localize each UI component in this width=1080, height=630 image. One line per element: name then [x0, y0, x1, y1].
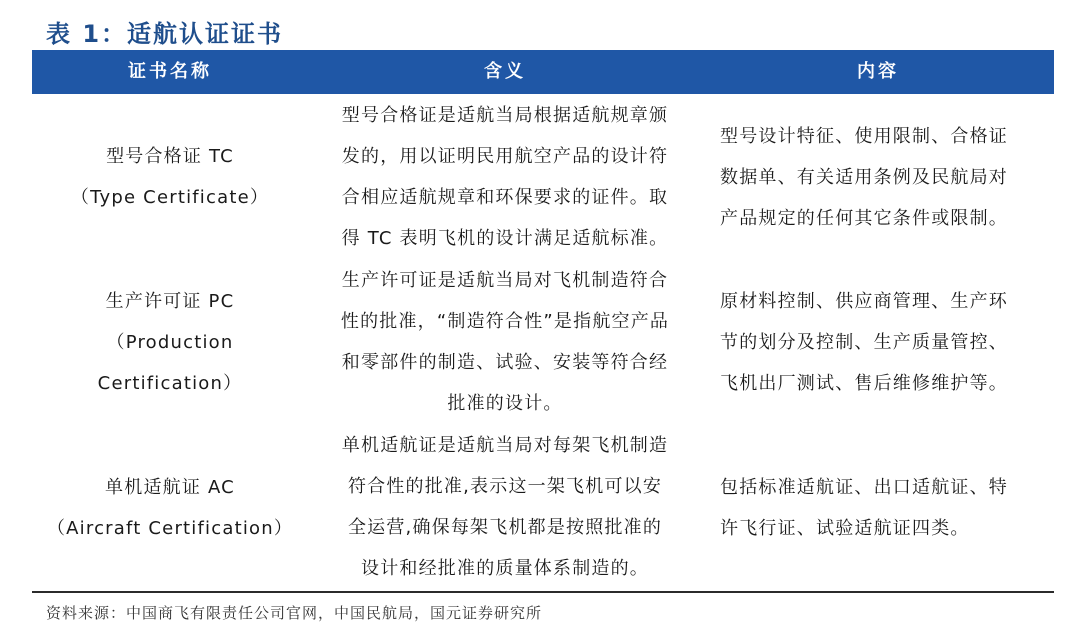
row-tc-name: [32, 136, 308, 218]
row-ac-name-line: 单机适航证 AC: [105, 477, 235, 498]
row-ac-meaning-line: 设计和经批准的质量体系制造的。: [361, 558, 649, 579]
row-pc-content-line: 原材料控制、供应商管理、生产环: [720, 291, 1008, 312]
row-ac-content: [702, 467, 1054, 549]
row-pc-name-line: 生产许可证 PC: [105, 291, 235, 312]
row-pc-content-line: 节的划分及控制、生产质量管控、: [720, 332, 1008, 353]
header-certificate-name: 证书名称: [128, 61, 212, 82]
row-pc-name-line: Certification）: [97, 373, 243, 394]
row-pc-name-line: （Production: [106, 332, 234, 353]
row-pc-meaning: [308, 260, 702, 424]
row-tc-content-line: 数据单、有关适用条例及民航局对: [720, 167, 1008, 188]
row-ac-meaning-line: 符合性的批准,表示这一架飞机可以安: [347, 476, 663, 497]
row-pc-meaning-line: 批准的设计。: [447, 393, 563, 414]
row-ac-meaning: [308, 425, 702, 589]
row-tc-meaning: [308, 95, 702, 259]
row-pc-meaning-line: 和零部件的制造、试验、安装等符合经: [341, 352, 669, 373]
row-tc-name-line: （Type Certificate）: [70, 187, 270, 208]
row-ac-meaning-line: 单机适航证是适航当局对每架飞机制造: [341, 435, 669, 456]
row-tc-meaning-line: 合相应适航规章和环保要求的证件。取: [341, 187, 669, 208]
source-note: 资料来源：中国商飞有限责任公司官网，中国民航局，国元证券研究所: [46, 604, 543, 622]
row-ac-name: [32, 467, 308, 549]
row-tc-content: [702, 116, 1054, 239]
row-pc-content-line: 飞机出厂测试、售后维修维护等。: [720, 373, 1008, 394]
row-tc-meaning-line: 发的，用以证明民用航空产品的设计符: [341, 146, 669, 167]
row-pc-name: [32, 281, 308, 404]
row-ac-meaning-line: 全运营,确保每架飞机都是按照批准的: [347, 517, 663, 538]
row-pc-meaning-line: 生产许可证是适航当局对飞机制造符合: [341, 270, 669, 291]
row-tc-meaning-line: 得 TC 表明飞机的设计满足适航标准。: [341, 228, 669, 249]
table-header: [32, 50, 1054, 94]
header-meaning: 含义: [484, 61, 526, 82]
table-bottom-rule: [32, 591, 1054, 593]
row-ac-content-line: 包括标准适航证、出口适航证、特: [720, 477, 1008, 498]
row-pc-content: [702, 281, 1054, 404]
row-ac-name-line: （Aircraft Certification）: [46, 518, 294, 539]
header-content: 内容: [857, 61, 899, 82]
row-tc-meaning-line: 型号合格证是适航当局根据适航规章颁: [341, 105, 669, 126]
row-ac-content-line: 许飞行证、试验适航证四类。: [720, 518, 970, 539]
row-pc-meaning-line: 性的批准，“制造符合性”是指航空产品: [340, 311, 670, 332]
row-tc-content-line: 产品规定的任何其它条件或限制。: [720, 208, 1008, 229]
row-tc-name-line: 型号合格证 TC: [106, 146, 234, 167]
table-title: 表 1：适航认证证书: [46, 20, 284, 48]
row-tc-content-line: 型号设计特征、使用限制、合格证: [720, 126, 1008, 147]
